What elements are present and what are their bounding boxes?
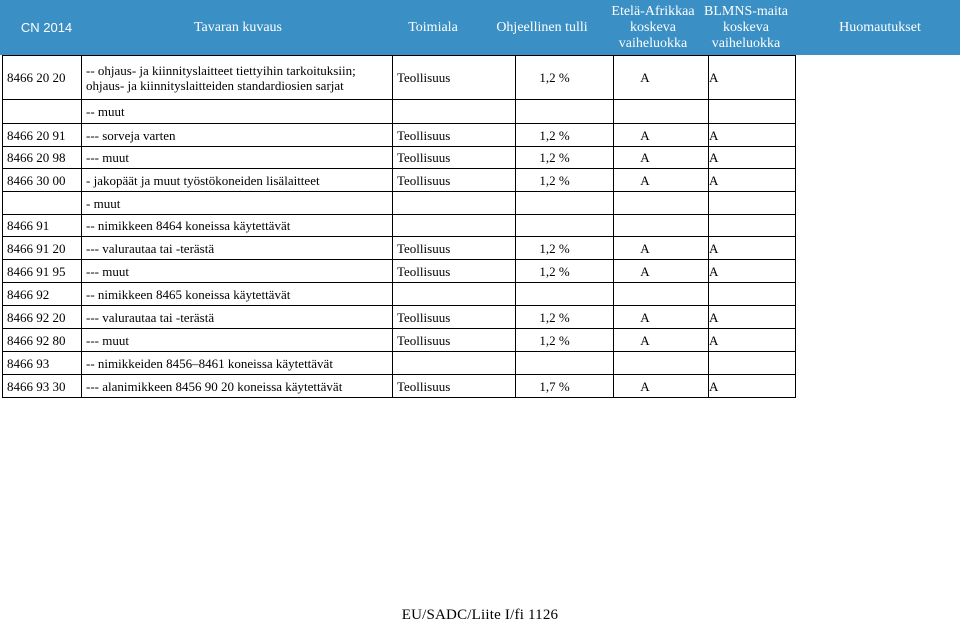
page-footer: EU/SADC/Liite I/fi 1126 xyxy=(401,607,559,623)
table-row xyxy=(3,329,796,352)
table-row xyxy=(3,56,796,100)
table-row xyxy=(3,306,796,329)
blmns-category-cell: A xyxy=(709,329,796,352)
description-cell: -- muut xyxy=(82,100,393,124)
tariff-cell: 1,7 % xyxy=(516,375,614,398)
description-cell: - jakopäät ja muut työstökoneiden lisälaitteet xyxy=(82,169,393,192)
blmns-category-cell: A xyxy=(709,169,796,192)
blmns-category-cell xyxy=(709,352,796,375)
sa-category-cell: A xyxy=(614,329,709,352)
cn-code-cell: 8466 92 80 xyxy=(3,329,82,352)
table-row xyxy=(3,375,796,398)
description-cell: -- nimikkeen 8464 koneissa käytettävät xyxy=(82,215,393,237)
blmns-category-cell: A xyxy=(709,124,796,147)
cn-code-cell: 8466 30 00 xyxy=(3,169,82,192)
industry-cell xyxy=(393,100,516,124)
industry-cell xyxy=(393,192,516,215)
header-sa-line2: koskeva xyxy=(630,19,676,35)
industry-cell: Teollisuus xyxy=(393,147,516,169)
blmns-category-cell: A xyxy=(709,375,796,398)
sa-category-cell: A xyxy=(614,375,709,398)
table-row xyxy=(3,352,796,375)
sa-category-cell: A xyxy=(614,169,709,192)
industry-cell xyxy=(393,283,516,306)
cn-code-cell xyxy=(3,192,82,215)
blmns-category-cell xyxy=(709,215,796,237)
header-blmns-line2: koskeva xyxy=(723,19,769,35)
table-row xyxy=(3,237,796,260)
header-description: Tavaran kuvaus xyxy=(193,19,283,35)
header-sa-line1: Etelä-Afrikkaa xyxy=(611,3,695,19)
table-row xyxy=(3,100,796,124)
tariff-cell xyxy=(516,192,614,215)
blmns-category-cell: A xyxy=(709,147,796,169)
sa-category-cell: A xyxy=(614,260,709,283)
tariff-cell: 1,2 % xyxy=(516,124,614,147)
industry-cell: Teollisuus xyxy=(393,260,516,283)
tariff-cell xyxy=(516,215,614,237)
table-row xyxy=(3,192,796,215)
sa-category-cell xyxy=(614,192,709,215)
blmns-category-cell xyxy=(709,100,796,124)
cn-code-cell xyxy=(3,100,82,124)
cn-code-cell: 8466 91 20 xyxy=(3,237,82,260)
blmns-category-cell: A xyxy=(709,260,796,283)
description-cell: --- valurautaa tai -terästä xyxy=(82,306,393,329)
table-row xyxy=(3,124,796,147)
blmns-category-cell: A xyxy=(709,56,796,100)
description-cell: --- valurautaa tai -terästä xyxy=(82,237,393,260)
blmns-category-cell: A xyxy=(709,306,796,329)
tariff-cell: 1,2 % xyxy=(516,260,614,283)
sa-category-cell: A xyxy=(614,124,709,147)
sa-category-cell xyxy=(614,100,709,124)
industry-cell xyxy=(393,352,516,375)
sa-category-cell: A xyxy=(614,306,709,329)
cn-code-cell: 8466 92 xyxy=(3,283,82,306)
header-blmns-category xyxy=(700,0,792,55)
sa-category-cell: A xyxy=(614,56,709,100)
description-cell: --- muut xyxy=(82,260,393,283)
tariff-cell xyxy=(516,283,614,306)
description-cell: --- alanimikkeen 8456 90 20 koneissa käytettävät xyxy=(82,375,393,398)
header-blmns-line1: BLMNS-maita xyxy=(704,3,788,19)
header-blmns-line3: vaiheluokka xyxy=(711,35,781,51)
header-remarks: Huomautukset xyxy=(839,19,921,35)
blmns-category-cell: A xyxy=(709,237,796,260)
tariff-table xyxy=(2,55,796,398)
tariff-cell xyxy=(516,352,614,375)
header-sa-line3: vaiheluokka xyxy=(618,35,688,51)
industry-cell: Teollisuus xyxy=(393,237,516,260)
blmns-category-cell xyxy=(709,192,796,215)
cn-code-cell: 8466 93 30 xyxy=(3,375,82,398)
tariff-cell: 1,2 % xyxy=(516,169,614,192)
table-row xyxy=(3,215,796,237)
sa-category-cell: A xyxy=(614,237,709,260)
sa-category-cell xyxy=(614,215,709,237)
industry-cell: Teollisuus xyxy=(393,56,516,100)
cn-code-cell: 8466 20 20 xyxy=(3,56,82,100)
header-industry: Toimiala xyxy=(408,19,458,35)
cn-code-cell: 8466 20 98 xyxy=(3,147,82,169)
description-cell: -- ohjaus- ja kiinnityslaitteet tiettyihin tarkoituksiin; ohjaus- ja kiinnityslaitteiden standardiosien sarjat xyxy=(82,56,393,100)
tariff-cell xyxy=(516,100,614,124)
description-cell: --- muut xyxy=(82,329,393,352)
table-row xyxy=(3,147,796,169)
table-header xyxy=(0,0,960,55)
industry-cell: Teollisuus xyxy=(393,124,516,147)
sa-category-cell: A xyxy=(614,147,709,169)
industry-cell: Teollisuus xyxy=(393,169,516,192)
tariff-cell: 1,2 % xyxy=(516,329,614,352)
cn-code-cell: 8466 20 91 xyxy=(3,124,82,147)
table-row xyxy=(3,260,796,283)
blmns-category-cell xyxy=(709,283,796,306)
description-cell: - muut xyxy=(82,192,393,215)
description-cell: --- muut xyxy=(82,147,393,169)
cn-code-cell: 8466 93 xyxy=(3,352,82,375)
industry-cell: Teollisuus xyxy=(393,329,516,352)
description-cell: -- nimikkeiden 8456–8461 koneissa käytettävät xyxy=(82,352,393,375)
cn-code-cell: 8466 91 95 xyxy=(3,260,82,283)
tariff-cell: 1,2 % xyxy=(516,56,614,100)
description-cell: --- sorveja varten xyxy=(82,124,393,147)
description-cell: -- nimikkeen 8465 koneissa käytettävät xyxy=(82,283,393,306)
header-tariff: Ohjeellinen tulli xyxy=(496,19,588,35)
tariff-cell: 1,2 % xyxy=(516,306,614,329)
tariff-cell: 1,2 % xyxy=(516,237,614,260)
tariff-cell: 1,2 % xyxy=(516,147,614,169)
table-row xyxy=(3,169,796,192)
header-sa-category xyxy=(603,0,703,55)
cn-code-cell: 8466 92 20 xyxy=(3,306,82,329)
sa-category-cell xyxy=(614,283,709,306)
sa-category-cell xyxy=(614,352,709,375)
industry-cell xyxy=(393,215,516,237)
cn-code-cell: 8466 91 xyxy=(3,215,82,237)
header-cn: CN 2014 xyxy=(20,19,73,35)
industry-cell: Teollisuus xyxy=(393,306,516,329)
industry-cell: Teollisuus xyxy=(393,375,516,398)
table-row xyxy=(3,283,796,306)
